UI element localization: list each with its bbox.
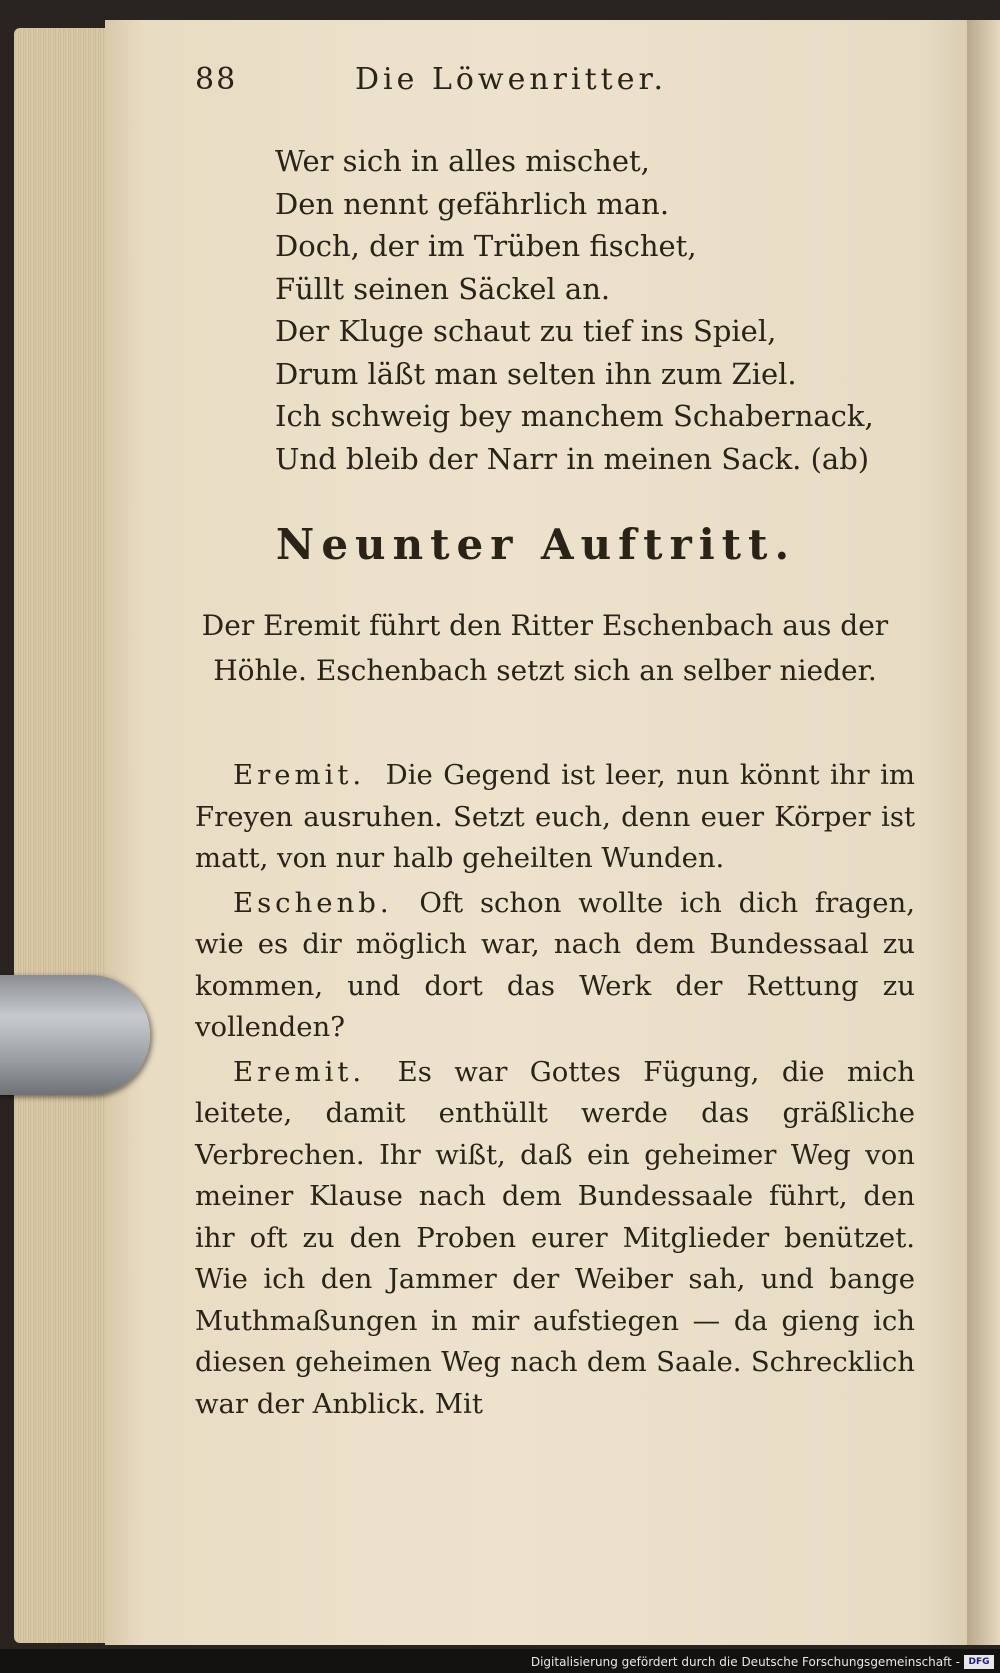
- verse-line: Der Kluge schaut zu tief ins Spiel,: [275, 314, 777, 348]
- verse-line: Drum läßt man selten ihn zum Ziel.: [275, 356, 797, 391]
- facing-page-edge: [967, 20, 1000, 1645]
- verse-line: Wer sich in alles mischet,: [275, 144, 650, 178]
- speech: [195, 883, 915, 1049]
- speaker-name: Eremit.: [233, 1055, 366, 1088]
- verse-line: Füllt seinen Säckel an.: [275, 271, 611, 306]
- verse-line: Ich schweig bey manchem Schabernack,: [275, 399, 874, 433]
- scene-heading: Neunter Auftritt.: [275, 520, 797, 569]
- speech-text: Die Gegend ist leer, nun könnt ihr im Freyen ausruhen. Setzt euch, denn euer Körper ist matt, von nur halb geheilten Wunden.: [195, 759, 915, 874]
- verse-block: [275, 140, 915, 480]
- running-title: Die Löwenritter.: [355, 62, 668, 97]
- speaker-name: Eschenb.: [233, 886, 393, 919]
- book-page: [105, 20, 967, 1645]
- footer-strip: [0, 1649, 1000, 1673]
- dfg-logo-icon: DFG: [964, 1655, 994, 1669]
- verse-line: Doch, der im Trüben fischet,: [275, 229, 697, 263]
- speech: [195, 1052, 915, 1426]
- funding-credit: Digitalisierung gefördert durch die Deutsche Forschungsgemeinschaft -: [530, 1655, 960, 1669]
- speech: [195, 755, 915, 880]
- speaker-name: Eremit.: [233, 759, 366, 791]
- stage-direction: Der Eremit führt den Ritter Eschenbach aus der Höhle. Eschenbach setzt sich an selber nieder.: [201, 609, 889, 687]
- speech-text: Es war Gottes Fügung, die mich leitete, damit enthüllt werde das gräßliche Verbrechen. Ihr wißt, daß ein geheimer Weg von meiner Klause nach dem Bundessaale führt, den ihr oft zu den Proben eurer Mitglieder benützet. Wie ich den Jammer der Weiber sah, und bange Muthmaßungen in mir aufstiegen — da gieng ich diesen geheimen Weg nach dem Saale. Schrecklich war der Anblick. Mit: [195, 1055, 915, 1420]
- dialogue: [195, 755, 915, 1428]
- verse-line: Den nennt gefährlich man.: [275, 186, 670, 221]
- page-holder-clip: [0, 975, 150, 1095]
- page-header: [195, 62, 915, 112]
- verse-line: Und bleib der Narr in meinen Sack. (ab): [275, 441, 870, 476]
- page-edges: [14, 28, 114, 1643]
- page-number: 88: [195, 62, 238, 97]
- speech-text: Oft schon wollte ich dich fragen, wie es dir möglich war, nach dem Bundessaal zu kommen, und dort das Werk der Rettung zu vollenden?: [195, 886, 915, 1043]
